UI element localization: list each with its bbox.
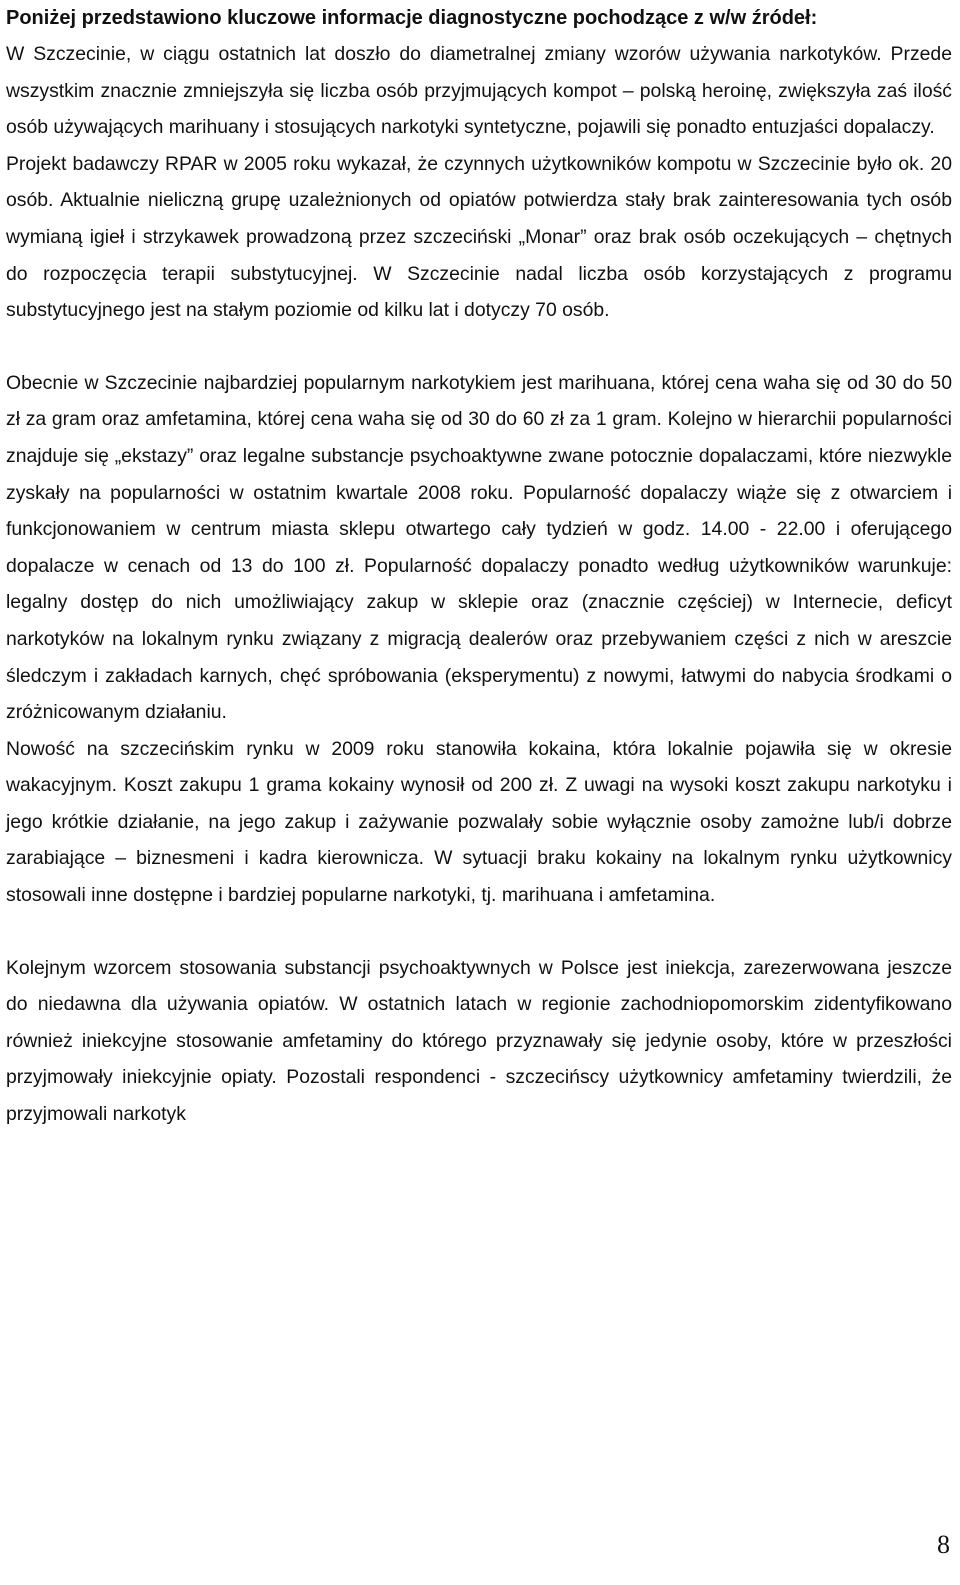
section-heading: Poniżej przedstawiono kluczowe informacje diagnostyczne pochodzące z w/w źródeł: [6,7,818,29]
paragraph-kokaina: Nowość na szczecińskim rynku w 2009 roku stanowiła kokaina, która lokalnie pojawiła się w okresie wakacyjnym. Koszt zakupu 1 grama kokainy wynosił od 200 zł. Z uwagi na wysoki koszt zakupu narkotyku i jego krótkie działanie, na jego zakup i zażywanie pozwalały sobie wyłącznie osoby zamożne lub/i dobrze zarabiające – biznesmeni i kadra kierownicza. W sytuacji braku kokainy na lokalnym rynku użytkownicy stosowali inne dostępne i bardziej popularne narkotyki, tj. marihuana i amfetamina. [6,737,952,907]
page-number: 8 [937,1530,950,1559]
paragraph-projekt-rpar: Projekt badawczy RPAR w 2005 roku wykazał, że czynnych użytkowników kompotu w Szczecinie było ok. 20 osób. Aktualnie nieliczną grupę uzależnionych od opiatów potwierdza stały brak zainteresowania tych osób wymianą igieł i strzykawek prowadzoną przez szczeciński „Monar” oraz brak osób oczekujących – chętnych do rozpoczęcia terapii substytucyjnej. W Szczecinie nadal liczba osób korzystających z programu substytucyjnego jest na stałym poziomie od kilku lat i dotyczy 70 osób. [6,152,952,322]
paragraph-marihuana-amfetamina: Obecnie w Szczecinie najbardziej popularnym narkotykiem jest marihuana, której cena waha się od 30 do 50 zł za gram oraz amfetamina, której cena waha się od 30 do 60 zł za 1 gram. Kolejno w hierarchii popularności znajduje się „ekstazy” oraz legalne substancje psychoaktywne zwane potocznie dopalaczami, które niezwykle zyskały na popularności w ostatnim kwartale 2008 roku. Popularność dopalaczy wiąże się z otwarciem i funkcjonowaniem w centrum miasta sklepu otwartego cały tydzień w godz. 14.00 - 22.00 i oferującego dopalacze w cenach od 13 do 100 zł. Popularność dopalaczy ponadto według użytkowników warunkuje: legalny dostęp do nich umożliwiający zakup w sklepie oraz (znacznie częściej) w Internecie, deficyt narkotyków na lokalnym rynku związany z migracją dealerów oraz przebywaniem części z nich w areszcie śledczym i zakładach karnych, chęć spróbowania (eksperymentu) z nowymi, łatwymi do nabycia środkami o zróżnicowanym działaniu. [6,371,952,724]
document-page [6,0,952,1133]
paragraph-wzory-uzywania: W Szczecinie, w ciągu ostatnich lat doszło do diametralnej zmiany wzorów używania narkotyków. Przede wszystkim znacznie zmniejszyła się liczba osób przyjmujących kompot – polską heroinę, zwiększyła zaś ilość osób używających marihuany i stosujących narkotyki syntetyczne, pojawili się ponadto entuzjaści dopalaczy. [6,43,952,139]
paragraph-iniekcja: Kolejnym wzorcem stosowania substancji psychoaktywnych w Polsce jest iniekcja, zarezerwowana jeszcze do niedawna dla używania opiatów. W ostatnich latach w regionie zachodniopomorskim zidentyfikowano również iniekcyjne stosowanie amfetaminy do którego przyznawały się jedynie osoby, które w przeszłości przyjmowały iniekcyjnie opiaty. Pozostali respondenci - szczecińscy użytkownicy amfetaminy twierdzili, że przyjmowali narkotyk [6,956,952,1126]
